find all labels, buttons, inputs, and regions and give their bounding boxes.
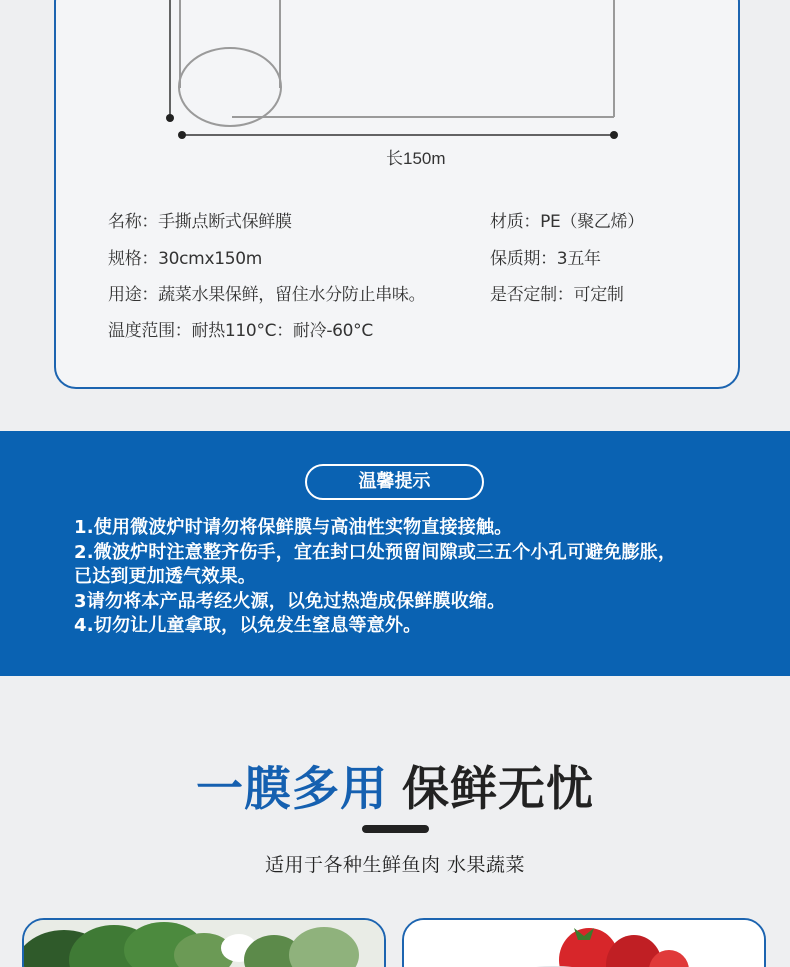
fruits-image-card: [402, 918, 766, 967]
headline: [0, 752, 790, 819]
spec-customizable: 是否定制：可定制: [490, 285, 624, 305]
vegetables-image-card: [22, 918, 386, 967]
tip-item: 已达到更加透气效果。: [74, 566, 256, 587]
headline-dark: 保鲜无忧: [402, 762, 594, 817]
tip-item: 3请勿将本产品考经火源，以免过热造成保鲜膜收缩。: [74, 590, 506, 612]
length-dimension-end: [610, 131, 618, 139]
tips-title: 温馨提示: [305, 464, 484, 500]
spec-material: 材质：PE（聚乙烯）: [490, 212, 644, 232]
tip-item: 4.切勿让儿童拿取，以免发生窒息等意外。: [74, 615, 422, 636]
length-label: 长150m: [386, 149, 446, 168]
strawberries-image: [404, 920, 766, 967]
spec-shelf-life: 保质期：3五年: [490, 249, 601, 269]
roll-end-ellipse: [179, 48, 281, 126]
tips-list: [74, 516, 754, 639]
headline-divider: [362, 825, 429, 833]
tip-item: 2.微波炉时注意整齐伤手，宜在封口处预留间隙或三五个小孔可避免膨胀，: [74, 541, 677, 563]
headline-subtitle: 适用于各种生鲜鱼肉 水果蔬菜: [264, 854, 526, 876]
spec-temperature: 温度范围：耐热110°C：耐冷-60°C: [108, 321, 373, 341]
height-dimension-end: [166, 114, 174, 122]
headline-blue: 一膜多用: [196, 762, 388, 817]
spec-size: 规格：30cmx150m: [108, 249, 263, 269]
tips-section: [0, 431, 790, 676]
spec-usage: 用途：蔬菜水果保鲜，留住水分防止串味。: [108, 285, 426, 305]
length-dimension-start: [178, 131, 186, 139]
spec-name: 名称：手撕点断式保鲜膜: [108, 212, 292, 232]
tip-item: 1.使用微波炉时请勿将保鲜膜与高油性实物直接接触。: [74, 517, 513, 538]
vegetables-image: [24, 920, 386, 967]
